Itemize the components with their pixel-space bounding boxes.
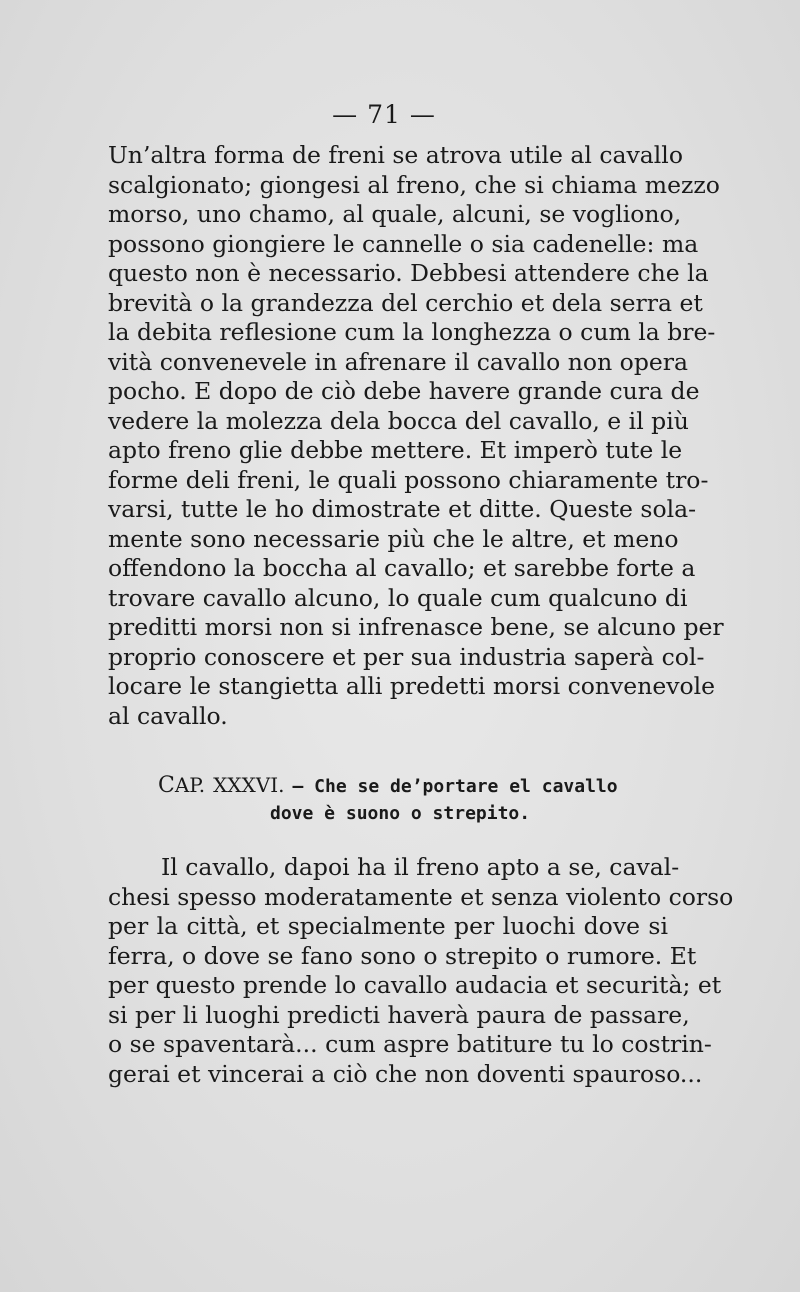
paragraph-line: gerai et vincerai a ciò che non doventi spauroso... [108, 1059, 703, 1088]
paragraph-line: scalgionato; giongesi al freno, che si chiama mezzo [108, 170, 720, 199]
chapter-label-rest: AP. [174, 773, 206, 797]
paragraph-line: vità convenevele in afrenare il cavallo non opera [108, 347, 689, 376]
paragraph-line: offendono la boccha al cavallo; et sarebbe forte a [108, 554, 696, 582]
chapter-heading [158, 772, 628, 826]
paragraph-line: la debita reflesione cum la longhezza o cum la bre- [108, 318, 716, 346]
paragraph-line: si per li luoghi predicti haverà paura de passare, [108, 1000, 690, 1029]
paragraph-line: per la città, et specialmente per luochi dove si [108, 912, 668, 940]
paragraph-line: vedere la molezza dela bocca del cavallo, e il più [108, 406, 689, 435]
paragraph-line: locare le stangietta alli predetti morsi convenevole [108, 672, 716, 700]
paragraph-line: possono giongiere le cannelle o sia cadenelle: ma [108, 229, 699, 258]
chapter-heading-line-2 [158, 799, 628, 826]
chapter-number: XXXVI. [213, 773, 285, 797]
paragraph-line: Il cavallo, dapoi ha il freno apto a se, caval- [161, 853, 680, 881]
paragraph-1 [108, 141, 724, 731]
paragraph-line: questo non è necessario. Debbesi attendere che la [108, 259, 709, 287]
chapter-title-line-1: — Che se de’portare el cavallo [292, 776, 618, 797]
chapter-heading-line-1 [158, 772, 628, 799]
chapter-title-line-2: dove è suono o strepito. [270, 803, 531, 824]
paragraph-line: forme deli freni, le quali possono chiaramente tro- [108, 465, 709, 494]
paragraph-line: Un’altra forma de freni se atrova utile al cavallo [108, 141, 683, 169]
paragraph-line: proprio conoscere et per sua industria saperà col- [108, 642, 705, 671]
paragraph-line: trovare cavallo alcuno, lo quale cum qualcuno di [108, 583, 688, 612]
paragraph-line: per questo prende lo cavallo audacia et securità; et [108, 971, 722, 999]
paragraph-line: chesi spesso moderatamente et senza violento corso [108, 882, 734, 911]
paragraph-line: apto freno glie debbe mettere. Et imperò tute le [108, 436, 683, 464]
paragraph-line: o se spaventarà... cum aspre batiture tu lo costrin- [108, 1030, 712, 1058]
page-number: — 71 — [332, 100, 436, 129]
paragraph-line: al cavallo. [108, 701, 228, 730]
chapter-label [158, 773, 205, 797]
paragraph-line: brevità o la grandezza del cerchio et dela serra et [108, 288, 703, 317]
paragraph-line: pocho. E dopo de ciò debe havere grande cura de [108, 377, 700, 405]
paragraph-line: morso, uno chamo, al quale, alcuni, se vogliono, [108, 200, 682, 228]
paragraph-line: preditti morsi non si infrenasce bene, se alcuno per [108, 613, 724, 641]
paragraph-line: ferra, o dove se fano sono o strepito o rumore. Et [108, 941, 697, 970]
chapter-label-initial: C [158, 773, 175, 798]
paragraph-line: varsi, tutte le ho dimostrate et ditte. Queste sola- [108, 495, 697, 523]
paragraph-2 [108, 853, 734, 1089]
paragraph-line: mente sono necessarie più che le altre, et meno [108, 524, 679, 553]
